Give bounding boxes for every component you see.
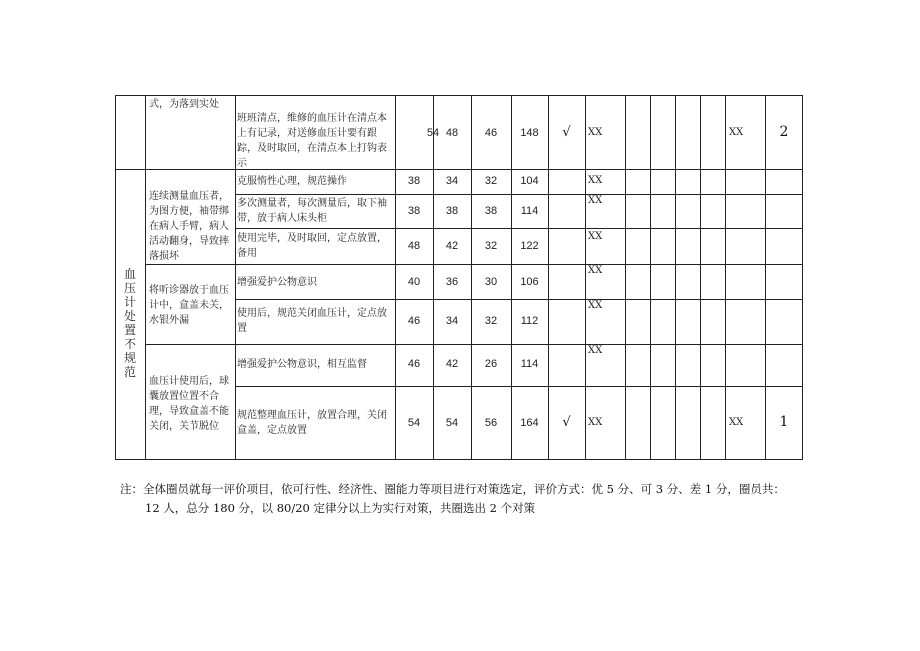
score-total: 106 — [520, 276, 539, 288]
score-1: 38 — [407, 205, 421, 217]
score-3: 56 — [484, 417, 498, 429]
measure-text: 使用后，规范关闭血压计，定点放置 — [237, 308, 387, 334]
member-name: XX — [588, 175, 603, 186]
cause-text: 式，为落到实处 — [149, 99, 219, 110]
score-2: 34 — [445, 175, 459, 187]
score-1: 48 — [407, 240, 421, 252]
measure-text: 增强爱护公物意识 — [237, 277, 317, 288]
score-3: 26 — [484, 358, 498, 370]
measure-text: 克服惰性心理，规范操作 — [237, 176, 347, 187]
score-total: 148 — [520, 127, 539, 139]
score-1: 54 — [407, 417, 421, 429]
score-total: 114 — [520, 205, 539, 217]
member-name: XX — [588, 265, 603, 276]
score-3: 32 — [484, 175, 498, 187]
measure-text: 增强爱护公物意识，相互监督 — [237, 359, 367, 370]
owner-name: XX — [729, 127, 744, 138]
measure-text: 班班清点，维修的血压计在清点本上有记录，对送修血压计要有跟踪，及时取回，在清点本上打钩表示 — [237, 113, 387, 169]
score-total: 104 — [520, 175, 539, 187]
score-total: 114 — [520, 358, 539, 370]
member-name: XX — [588, 127, 603, 138]
footnote-line-1: 注：全体圈员就每一评价项目，依可行性、经济性、圈能力等项目进行对策选定，评价方式：优 5 分、可 3 分、差 1 分，圈员共： — [120, 482, 785, 496]
score-2: 48 — [445, 127, 459, 139]
member-name: XX — [588, 231, 603, 242]
score-3: 38 — [484, 205, 498, 217]
score-3: 46 — [484, 127, 498, 139]
measure-text: 使用完毕，及时取回，定点放置，备用 — [237, 233, 387, 259]
category-label: 血压计处置不规范 — [123, 267, 136, 379]
rank-number: 2 — [779, 124, 789, 140]
score-total: 122 — [520, 240, 539, 252]
score-2: 42 — [445, 358, 459, 370]
footnote-line-2: 12 人，总分 180 分，以 80/20 定律分以上为实行对策，共圈选出 2 个对策 — [145, 501, 536, 515]
score-1: 54 — [426, 127, 440, 139]
selected-check: √ — [562, 415, 571, 430]
selected-check: √ — [562, 125, 571, 140]
owner-name: XX — [729, 417, 744, 428]
score-3: 32 — [484, 315, 498, 327]
score-1: 46 — [407, 315, 421, 327]
score-1: 40 — [407, 276, 421, 288]
score-2: 36 — [445, 276, 459, 288]
member-name: XX — [588, 195, 603, 206]
measure-text: 多次测量者，每次测量后，取下袖带，放于病人床头柜 — [237, 198, 387, 224]
cause-text: 将听诊器放于血压计中，盒盖未关，水银外漏 — [149, 285, 229, 326]
score-total: 164 — [520, 417, 539, 429]
measure-text: 规范整理血压计，放置合理，关闭盒盖，定点放置 — [237, 410, 387, 436]
cause-text: 连续测量血压者，为图方便，袖带绑在病人手臂，病人活动翻身，导致摔落损坏 — [149, 191, 229, 262]
score-2: 34 — [445, 315, 459, 327]
member-name: XX — [588, 345, 603, 356]
score-3: 30 — [484, 276, 498, 288]
cause-text: 血压计使用后，球囊放置位置不合理，导致盒盖不能关闭，关节脱位 — [149, 376, 229, 432]
score-total: 112 — [520, 315, 539, 327]
score-2: 38 — [445, 205, 459, 217]
score-1: 38 — [407, 175, 421, 187]
rank-number: 1 — [779, 414, 789, 430]
member-name: XX — [588, 300, 603, 311]
score-2: 54 — [445, 417, 459, 429]
score-2: 42 — [445, 240, 459, 252]
score-1: 46 — [407, 358, 421, 370]
member-name: XX — [588, 417, 603, 428]
score-3: 32 — [484, 240, 498, 252]
